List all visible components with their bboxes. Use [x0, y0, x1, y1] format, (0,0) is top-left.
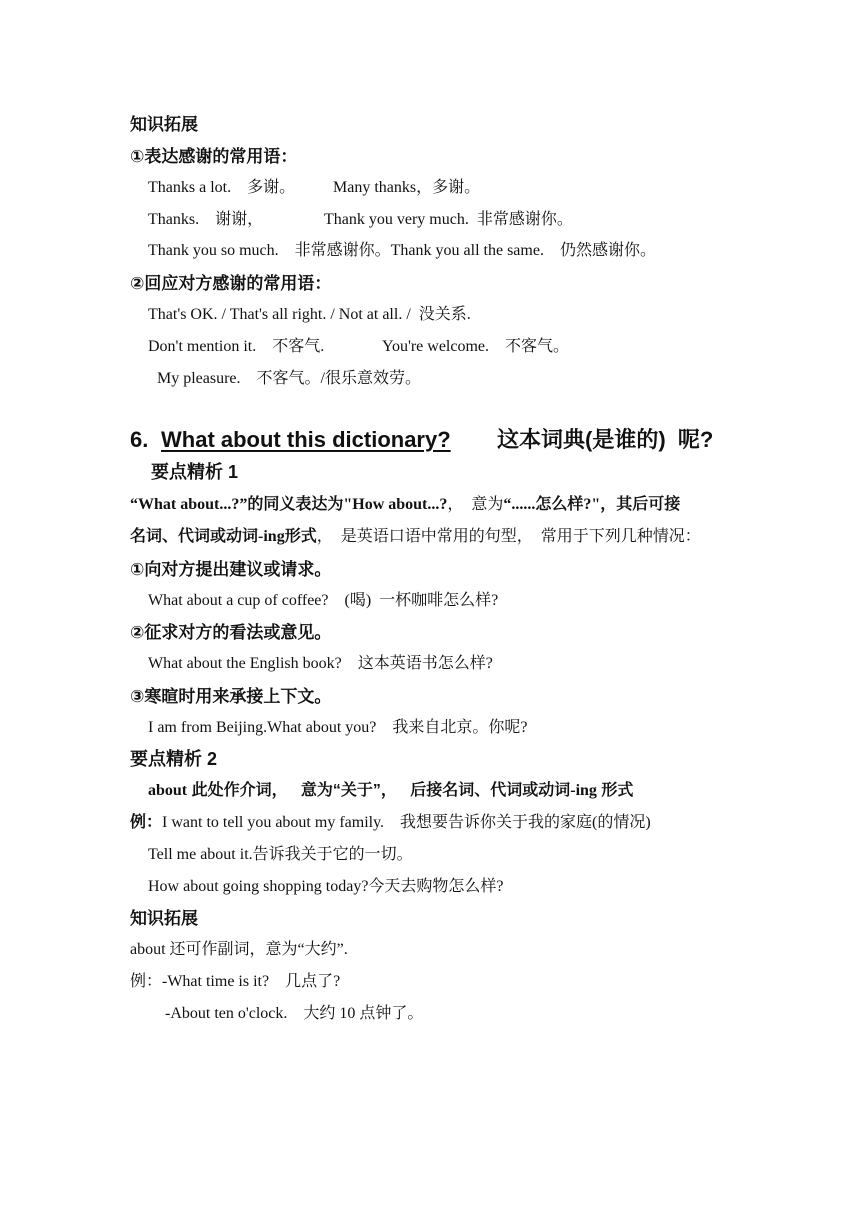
ext1-line6: My pleasure. 不客气。/很乐意效劳。 [157, 370, 421, 387]
point2-heading: 要点精析 2 [130, 749, 218, 769]
ext1-sub2: ②回应对方感谢的常用语： [130, 274, 332, 293]
point1-usage1: ①向对方提出建议或请求。 [130, 560, 332, 579]
point1-example3: I am from Beijing.What about you? 我来自北京。你呢? [148, 719, 528, 736]
ext2-line1: about 还可作副词，意为“大约”. [130, 941, 348, 958]
ext2-heading: 知识拓展 [130, 909, 198, 928]
ext2-line2: 例：-What time is it? 几点了? [130, 973, 341, 990]
point1-heading: 要点精析 1 [151, 462, 239, 482]
ext1-line1a: Thanks a lot. 多谢。 [148, 179, 296, 196]
ext1-line3: Thank you so much. 非常感谢你。Thank you all the same. 仍然感谢你。 [148, 242, 656, 259]
section6-title-en: What about this dictionary? [161, 427, 451, 452]
point1-paragraph-line2: 名词、代词或动词-ing形式， 是英语口语中常用的句型， 常用于下列几种情况： [130, 528, 701, 545]
ext1-line2a: Thanks. 谢谢， [148, 211, 264, 228]
ext1-line2b: Thank you very much. 非常感谢你。 [324, 211, 573, 228]
section6-title-zh: 这本词典(是谁的) 呢? [497, 427, 714, 452]
section6-number: 6. [130, 427, 149, 452]
point1-paragraph-line1: “What about...?”的同义表达为"How about...?， 意为“......怎么样?"，其后可接 [130, 496, 681, 513]
point1-example1: What about a cup of coffee? (喝) 一杯咖啡怎么样? [148, 592, 499, 609]
ext2-line3: -About ten o'clock. 大约 10 点钟了。 [165, 1005, 424, 1022]
point2-example3: How about going shopping today?今天去购物怎么样? [148, 878, 504, 895]
ext1-line5b: You're welcome. 不客气。 [382, 338, 570, 355]
point1-usage2: ②征求对方的看法或意见。 [130, 623, 332, 642]
point1-usage3: ③寒暄时用来承接上下文。 [130, 687, 332, 706]
ext1-line1b: Many thanks，多谢。 [333, 179, 481, 196]
ext1-heading: 知识拓展 [130, 115, 198, 134]
ext1-line5a: Don't mention it. 不客气. [148, 338, 325, 355]
point2-example1: 例：I want to tell you about my family. 我想要告诉你关于我的家庭(的情况) [130, 814, 651, 831]
point1-example2: What about the English book? 这本英语书怎么样? [148, 655, 493, 672]
point2-example2: Tell me about it.告诉我关于它的一切。 [148, 846, 413, 863]
ext1-line4: That's OK. / That's all right. / Not at all. / 没关系. [148, 306, 471, 323]
ext1-sub1: ①表达感谢的常用语： [130, 147, 298, 166]
point2-definition: about 此处作介词， 意为“关于”， 后接名词、代词或动词-ing 形式 [148, 782, 634, 799]
